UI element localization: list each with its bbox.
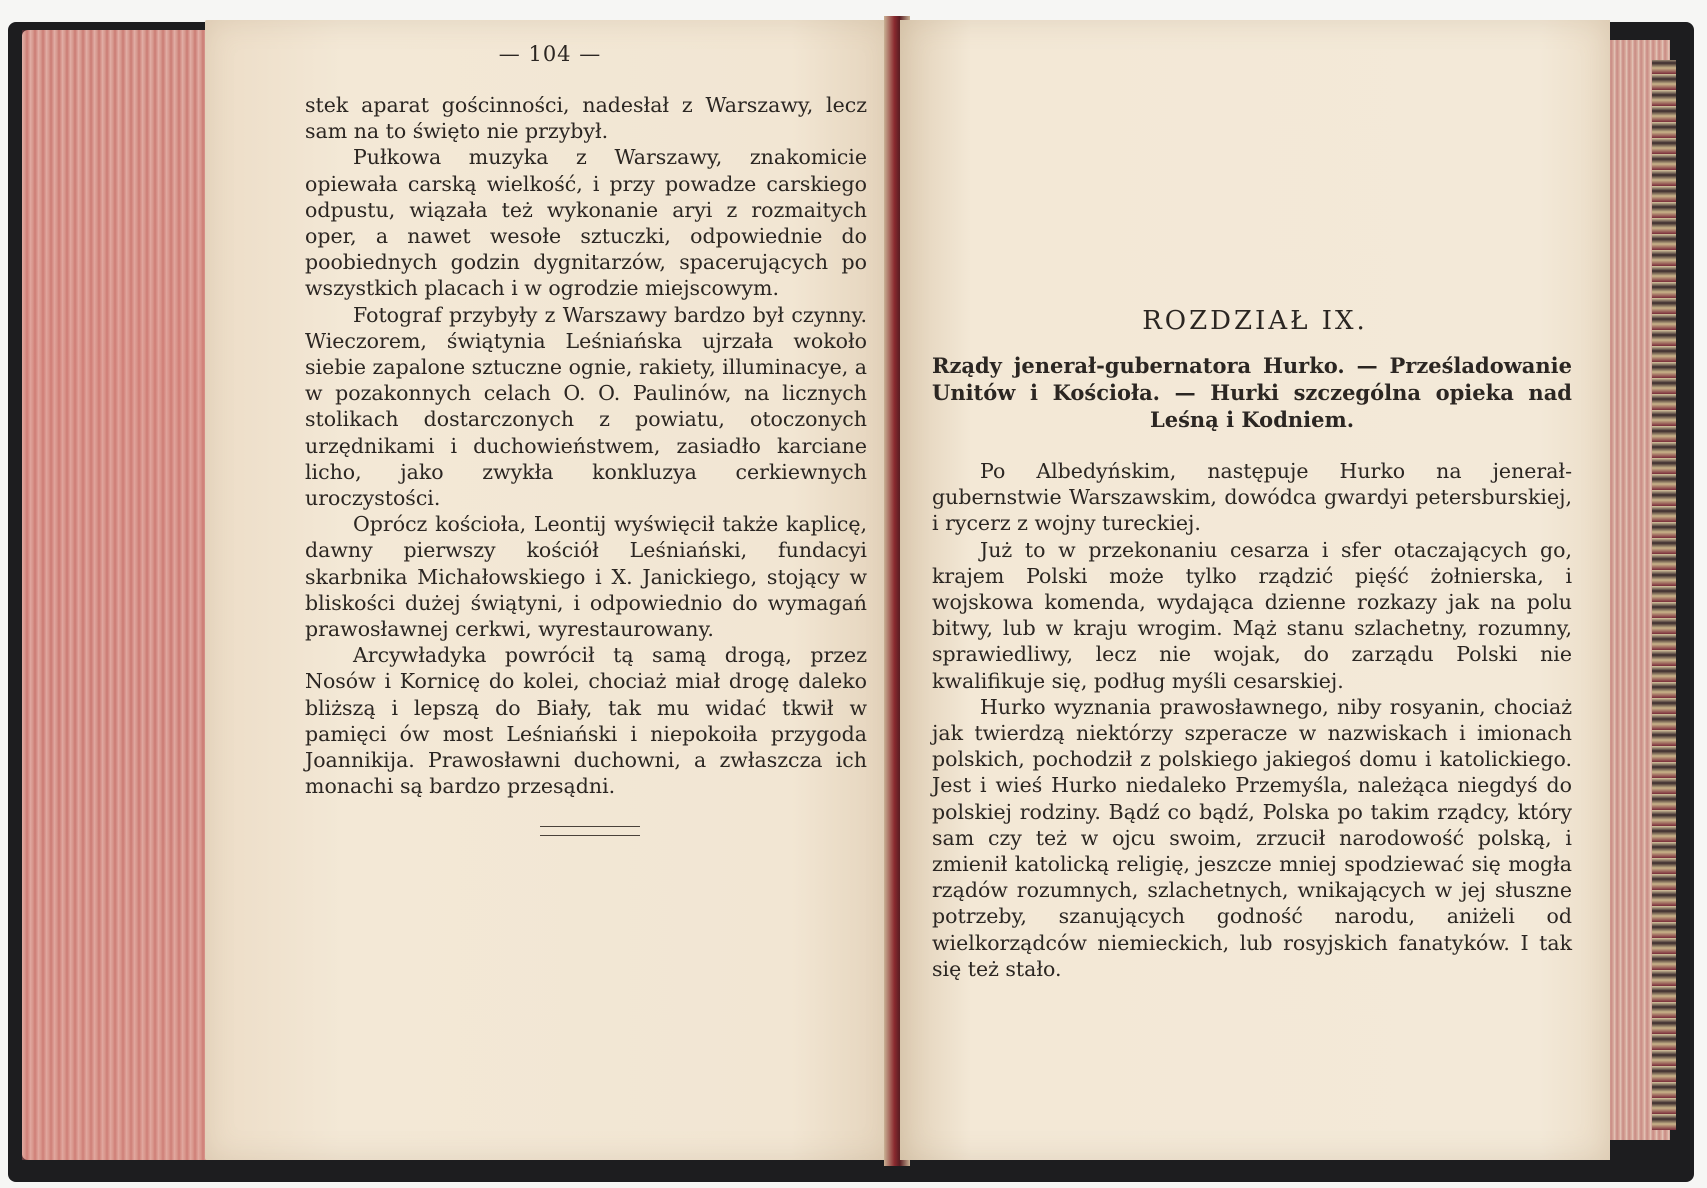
- paragraph: stek aparat gościnności, nadesłał z Warszawy, lecz sam na to święto nie przybył.: [305, 93, 867, 144]
- section-end-rule: [540, 826, 640, 836]
- right-page: [900, 20, 1610, 1160]
- paragraph: Już to w przekonaniu cesarza i sfer otaczających go, krajem Polski może tylko rządzić pięść żołnierska, i wojskowa komenda, wydająca dzienne rozkazy jak na polu bitwy, lub w kraju wrogim. Mąż stanu szlachetny, rozumny, sprawiedliwy, lecz nie wojak, do zarządu Polski nie kwalifikuje się, podług myśli cesarskiej.: [932, 537, 1572, 693]
- paragraph: Oprócz kościoła, Leontij wyświęcił także kaplicę, dawny pierwszy kościół Leśniański, fundacyi skarbnika Michałowskiego i X. Janickiego, stojący w bliskości dużej świątyni, i odpowiednio do wymagań prawosławnej cerkwi, wyrestaurowany.: [305, 512, 867, 642]
- left-page-edges: [22, 30, 212, 1160]
- chapter-subtitle: Rządy jenerał-gubernatora Hurko. — Prześladowanie Unitów i Kościoła. — Hurki szczególna opieka nad Leśną i Kodniem.: [932, 353, 1572, 432]
- chapter-title: ROZDZIAŁ IX.: [1142, 306, 1368, 336]
- page-number: — 104 —: [498, 42, 602, 66]
- paragraph: Fotograf przybyły z Warszawy bardzo był czynny. Wieczorem, świątynia Leśniańska ujrzała wokoło siebie zapalone sztuczne ognie, rakiety, illuminacye, a w pozakonnych celach O. O. Paulinów, na licznych stolikach dostarczonych z powiatu, otoczonych urzędnikami i duchowieństwem, zasiadło karciane licho, jako zwykła konkluzya cerkiewnych uroczystości.: [305, 302, 867, 511]
- marbled-endpaper-edge: [1652, 60, 1676, 1130]
- right-page-text: [932, 458, 1572, 982]
- paragraph: Hurko wyznania prawosławnego, niby rosyanin, chociaż jak twierdzą niektórzy szperacze w nazwiskach i imionach polskich, pochodził z polskiego jakiegoś domu i katolickiego. Jest i wieś Hurko niedaleko Przemyśla, należąca niegdyś do polskiej rodziny. Bądź co bądź, Polska po takim rządcy, który sam czy też w ojcu swoim, zrzucił narodowość polską, i zmienił katolicką religię, jeszcze mniej spodziewać się mogła rządów rozumnych, szlachetnych, wnikających w jej słuszne potrzeby, szanujących godność narodu, aniżeli od wielkorządców niemieckich, lub rosyjskich fanatyków. I tak się też stało.: [932, 694, 1572, 981]
- left-page-text: [305, 92, 867, 799]
- left-page: [205, 20, 895, 1160]
- paragraph: Pułkowa muzyka z Warszawy, znakomicie opiewała carską wielkość, i przy powadze carskiego odpustu, wiązała też wykonanie aryi z rozmaitych oper, a nawet wesołe sztuczki, odpowiednie do poobiednych godzin dygnitarzów, spacerujących po wszystkich placach i w ogrodzie miejscowym.: [305, 145, 867, 301]
- paragraph: Po Albedyńskim, następuje Hurko na jenerał-gubernstwie Warszawskim, dowódca gwardyi petersburskiej, i rycerz z wojny tureckiej.: [932, 459, 1572, 536]
- paragraph: Arcywładyka powrócił tą samą drogą, przez Nosów i Kornicę do kolei, chociaż miał drogę daleko bliższą i lepszą do Biały, tak mu widać tkwił w pamięci ów most Leśniański i niepokoiła przygoda Joannikija. Prawosławni duchowni, a zwłaszcza ich monachi są bardzo przesądni.: [305, 643, 867, 799]
